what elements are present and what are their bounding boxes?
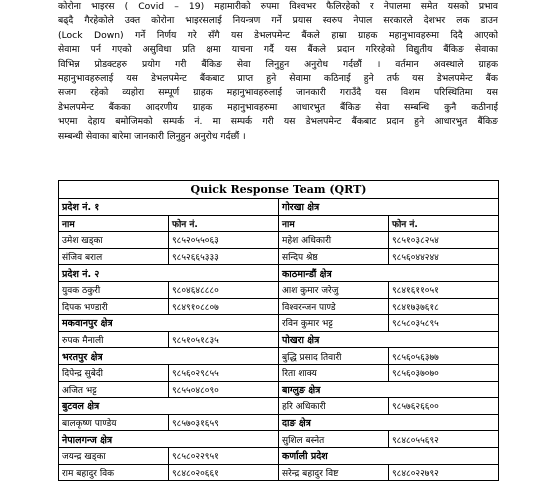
region-heading: प्रदेश नं. २ bbox=[59, 265, 279, 282]
contact-name: रविन कुमार भट्ट bbox=[279, 315, 389, 332]
contact-phone: ९८४१७३७६१८ bbox=[389, 298, 499, 315]
contact-name: अजित भट्ट bbox=[59, 381, 169, 398]
paragraph-line: डेभलपमेन्ट बैंकका आदरणीय ग्राहक महानुभावहरुमा आधारभुत बैंकिङ सेवा सम्बन्धि कुनै कठीनाई bbox=[58, 101, 498, 113]
contact-name: बुद्धि प्रसाद तिवारी bbox=[279, 348, 389, 365]
paragraph-line: महानुभावहरुलाई यस डेभलपमेन्ट बैंकबाट प्राप्त हुने सेवामा कठिनाई हुने तर्फ यस डेभलपमेन्ट बैंक bbox=[58, 72, 498, 84]
notice-paragraph bbox=[58, 0, 498, 144]
contact-phone: ९८५५०४८०९० bbox=[169, 381, 279, 398]
contact-phone: ९८०४६४८८८० bbox=[169, 281, 279, 298]
contact-phone: ९८४८०२०६६१ bbox=[169, 464, 279, 481]
contact-phone: ९८५१०३८२५४ bbox=[389, 232, 499, 249]
contact-phone: ९८४९१०८८०७ bbox=[169, 298, 279, 315]
contact-name: विश्वरन्जन पाण्डे bbox=[279, 298, 389, 315]
contact-phone: ९८५६०५६३७७ bbox=[389, 348, 499, 365]
region-heading: मकवानपुर क्षेत्र bbox=[59, 315, 279, 332]
contact-name: राम बहादुर विक bbox=[59, 464, 169, 481]
region-heading: बुटवल क्षेत्र bbox=[59, 398, 279, 415]
contact-name: आश कुमार जरेजु bbox=[279, 281, 389, 298]
region-heading: प्रदेश नं. १ bbox=[59, 199, 279, 216]
contact-phone: ९८४१६११०५१ bbox=[389, 281, 499, 298]
contact-phone: ९८५६०४४२४४ bbox=[389, 248, 499, 265]
contact-name: जयन्द्र खड्का bbox=[59, 447, 169, 464]
paragraph-line: सजग रहेको व्यहोरा सम्पूर्ण ग्राहक महानुभावहरुलाई जानकारी गराउँदै यस विशम परिस्थितिमा यस bbox=[58, 87, 498, 99]
contact-phone: ९८५८०२२९५१ bbox=[169, 447, 279, 464]
region-heading: नेपालगन्ज क्षेत्र bbox=[59, 431, 279, 448]
contact-phone: ९८४८०५५६९२ bbox=[389, 431, 499, 448]
column-header-phone: फोन नं. bbox=[389, 215, 499, 232]
contact-name: उमेश खड्का bbox=[59, 232, 169, 249]
contact-name: सुशिल बस्नेत bbox=[279, 431, 389, 448]
qrt-table-container bbox=[58, 180, 498, 481]
paragraph-line: कोरोना भाइरस ( Covid – 19) महामारीको रुपमा विश्वभर फैलिरहेको र नेपालमा समेत यसको प्रभाव bbox=[58, 1, 498, 12]
contact-phone: ९८५८०३५८९५ bbox=[389, 315, 499, 332]
contact-name: संजिव बराल bbox=[59, 248, 169, 265]
contact-name: युवक ठकुरी bbox=[59, 281, 169, 298]
contact-phone: ९८५२०५५०६३ bbox=[169, 232, 279, 249]
contact-name: महेश अधिकारी bbox=[279, 232, 389, 249]
contact-name: हरि अधिकारी bbox=[279, 398, 389, 415]
contact-phone: ९८५१०५१८३५ bbox=[169, 331, 279, 348]
paragraph-line: बढ्दै गैरहेकोले उक्त कोरोना भाइरसलाई नियन्त्रण गर्ने प्रयास स्वरुप नेपाल सरकारले देशभर लक डाउन bbox=[58, 15, 498, 27]
contact-phone: ९८५६०३७०७० bbox=[389, 364, 499, 381]
contact-phone: ९८५६०२९८५५ bbox=[169, 364, 279, 381]
paragraph-line: सम्बन्धी सेवाका बारेमा जानकारी लिनुहुन अनुरोध गर्दछौं । bbox=[58, 130, 246, 142]
region-heading: गोरखा क्षेत्र bbox=[279, 199, 499, 216]
table-title: Quick Response Team (QRT) bbox=[59, 181, 499, 199]
paragraph-line: (Lock Down) गर्ने निर्णय गरे सँगै यस डेभलपमेन्ट बैंकले हाम्रा ग्राहक महानुभावहरुमा दिदै आएको bbox=[58, 29, 498, 41]
contact-name: दिपेन्द्र सुबेदी bbox=[59, 364, 169, 381]
column-header-phone: फोन नं. bbox=[169, 215, 279, 232]
region-heading: पोखरा क्षेत्र bbox=[279, 331, 499, 348]
column-header-name: नाम bbox=[59, 215, 169, 232]
contact-name: दिपक भण्डारी bbox=[59, 298, 169, 315]
paragraph-line: सेवामा पर्न गएको असुविधा प्रति क्षमा याचना गर्दै यस बैंकले प्रदान गरिरहेको विद्युतीय बैंकिङ सेवाका bbox=[58, 44, 498, 56]
region-heading: दाङ क्षेत्र bbox=[279, 414, 499, 431]
region-heading: बाग्लुङ क्षेत्र bbox=[279, 381, 499, 398]
paragraph-line: भएमा देहाय बमोजिमको सम्पर्क नं. मा सम्पर्क गरी यस डेभलपमेन्ट बैंकबाट प्रदान हुने आधारभुत बैंकिङ bbox=[58, 116, 498, 128]
contact-name: बालकृष्ण पाण्डेय bbox=[59, 414, 169, 431]
contact-phone: ९८५२६६५३३३ bbox=[169, 248, 279, 265]
region-heading: कर्णाली प्रदेश bbox=[279, 447, 499, 464]
qrt-table bbox=[58, 180, 499, 481]
contact-name: रिता शाक्य bbox=[279, 364, 389, 381]
region-heading: काठमान्डौं क्षेत्र bbox=[279, 265, 499, 282]
region-heading: भरतपुर क्षेत्र bbox=[59, 348, 279, 365]
contact-name: सरेन्द्र बहादुर विष्ट bbox=[279, 464, 389, 481]
contact-phone: ९८५७०३१६५९ bbox=[169, 414, 279, 431]
contact-name: सन्दिप श्रेष्ठ bbox=[279, 248, 389, 265]
contact-phone: ९८४८०२२७९२ bbox=[389, 464, 499, 481]
contact-phone: ९८५७६२६६०० bbox=[389, 398, 499, 415]
contact-name: रुपक मैनाली bbox=[59, 331, 169, 348]
column-header-name: नाम bbox=[279, 215, 389, 232]
paragraph-line: विभिन्न प्रोडक्टहरु प्रयोग गरी बैंकिङ सेवा लिनुहुन अनुरोध गर्दछौं । वर्तमान अवस्थाले ग्राहक bbox=[58, 58, 498, 70]
